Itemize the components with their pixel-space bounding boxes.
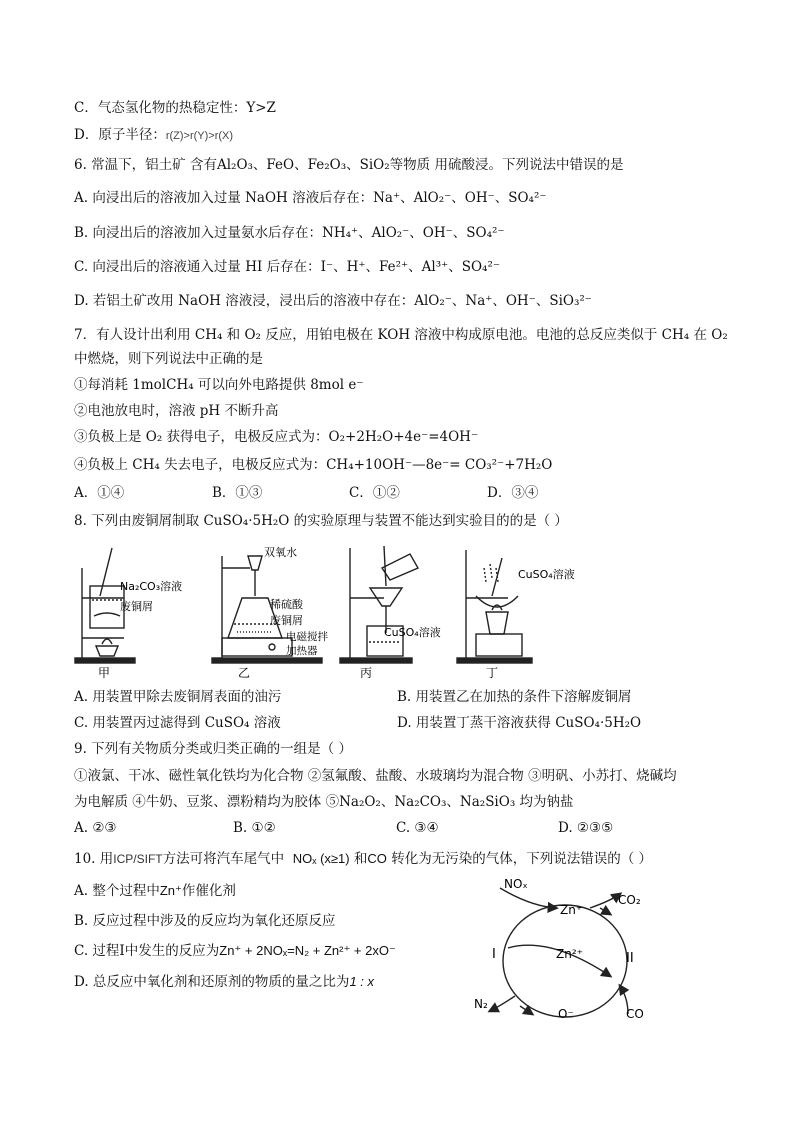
- label-jia: 甲: [98, 666, 111, 680]
- q5-option-c: C．气态氢化物的热稳定性：Y>Z: [74, 100, 276, 116]
- q9-choice-c: C. ③④: [396, 820, 439, 836]
- q9-line1: ①液氯、干冰、磁性氧化铁均为化合物 ②氢氟酸、盐酸、水玻璃均为混合物 ③明矾、小苏打、烧碱均: [74, 768, 677, 784]
- cycle-o-minus: O⁻: [558, 1007, 574, 1021]
- q10-stem-b: 方法可将汽车尾气中: [162, 851, 285, 867]
- jia-glass-rod: [100, 548, 112, 596]
- q10-option-b: B. 反应过程中涉及的反应均为氧化还原反应: [74, 913, 336, 929]
- q8-option-c: C. 用装置丙过滤得到 CuSO₄ 溶液: [74, 715, 281, 731]
- q9-line2: 为电解质 ④牛奶、豆浆、漂粉精均为胶体 ⑤Na₂O₂、Na₂CO₃、Na₂SiO₃ 均为钠盐: [74, 794, 574, 810]
- q10a-prefix: A. 整个过程中: [74, 883, 160, 899]
- q7-stem-line1: 7．有人设计出利用 CH₄ 和 O₂ 反应，用铂电极在 KOH 溶液中构成原电池。电池的总反应类似于 CH₄ 在 O₂: [74, 327, 728, 343]
- q10c-formula: Zn⁺ + 2NOₓ=N₂ + Zn²⁺ + 2xO⁻: [219, 943, 396, 958]
- q10-nox-formula: NOₓ (x≥1): [292, 851, 350, 866]
- q10-stem-a: 10. 用: [74, 851, 114, 867]
- cycle-zn-plus: Zn⁺: [560, 903, 583, 917]
- jia-beaker: [90, 586, 124, 628]
- bing-filter-funnel: [370, 588, 402, 606]
- q8-option-b: B. 用装置乙在加热的条件下溶解废铜屑: [397, 689, 632, 705]
- ding-solution-label: CuSO₄溶液: [518, 568, 575, 581]
- q10-option-c: [74, 942, 396, 960]
- q5d-formula: r(Z)>r(Y)>r(X): [165, 130, 234, 142]
- cycle-n2: N₂: [474, 997, 488, 1011]
- q7-choice-c: C．①②: [349, 485, 400, 501]
- apparatus-figure: [72, 538, 575, 680]
- jia-solid-label: 废铜屑: [120, 600, 153, 613]
- q6-option-d: D. 若铝土矿改用 NaOH 溶液浸，浸出后的溶液中存在：AlO₂⁻、Na⁺、OH⁻、SiO₃²⁻: [74, 293, 592, 309]
- q7-stem-line2: 中燃烧，则下列说法中正确的是: [74, 351, 263, 367]
- bing-stand-base: [340, 658, 412, 663]
- q10-option-d: [74, 973, 374, 991]
- nox-in-arrow: [500, 888, 556, 908]
- q10-stem-c: 转化为无污染的气体，下列说法错误的（ ）: [391, 851, 652, 867]
- q6-option-c: C. 向浸出后的溶液通入过量 HI 后存在：I⁻、H⁺、Fe²⁺、Al³⁺、SO₄²⁻: [74, 259, 501, 275]
- q10-stem: [74, 850, 652, 868]
- q8-option-a: A. 用装置甲除去废铜屑表面的油污: [74, 689, 282, 705]
- label-ding: 丁: [486, 666, 499, 680]
- yi-solid-label: 废铜屑: [270, 614, 303, 627]
- q10a-zn-formula: Zn⁺: [159, 883, 182, 898]
- q10-co-formula: CO: [367, 851, 387, 866]
- q10c-prefix: C. 过程Ⅰ中发生的反应为: [74, 943, 220, 959]
- q7-statement-4: ④负极上 CH₄ 失去电子，电极反应式为：CH₄+10OH⁻—8e⁻= CO₃²⁻+7H₂O: [74, 457, 553, 473]
- label-bing: 丙: [360, 666, 373, 680]
- ding-burner: [486, 612, 508, 634]
- yi-heater-label-2: 加热器: [286, 645, 318, 657]
- q10-option-a: [74, 882, 236, 900]
- q6-stem: 6. 常温下，铝土矿 含有Al₂O₃、FeO、Fe₂O₃、SiO₂等物质 用硫酸浸。下列说法中错误的是: [74, 157, 624, 173]
- ding-stand-base: [457, 658, 532, 663]
- q5-option-d: [74, 126, 233, 145]
- q8-stem: 8. 下列由废铜屑制取 CuSO₄·5H₂O 的实验原理与装置不能达到实验目的的是（ ）: [74, 513, 568, 529]
- q7-choice-a: A．①④: [74, 485, 125, 501]
- cycle-nox: NOₓ: [504, 877, 528, 891]
- yi-acid-label: 稀硫酸: [270, 598, 303, 611]
- label-yi: 乙: [238, 666, 251, 680]
- bing-pouring-beaker: [382, 554, 418, 580]
- cycle-co2: CO₂: [618, 893, 641, 907]
- cycle-roman-2: II: [626, 951, 634, 966]
- q7-choice-d: D．③④: [487, 485, 539, 501]
- jia-stand-base: [75, 658, 135, 663]
- cycle-zn2: Zn²⁺: [556, 947, 583, 961]
- bing-solution-label: CuSO₄溶液: [384, 626, 441, 639]
- q6-option-a: A. 向浸出后的溶液加入过量 NaOH 溶液后存在：Na⁺、AlO₂⁻、OH⁻、SO₄²⁻: [74, 190, 547, 206]
- q10-icp-formula: ICP/SIFT: [113, 852, 163, 866]
- q10-and: 和: [353, 851, 368, 867]
- q9-choice-b: B. ①②: [233, 820, 276, 836]
- co2-out-arrow: [590, 894, 620, 908]
- q9-choice-a: A. ②③: [74, 820, 117, 836]
- yi-stand-base: [212, 658, 322, 663]
- cycle-roman-1: I: [492, 947, 496, 962]
- q10d-formula: 1 : x: [349, 974, 375, 989]
- yi-funnel: [248, 556, 262, 570]
- q7-statement-2: ②电池放电时，溶液 pH 不断升高: [74, 403, 279, 419]
- jia-reagent-label: Na₂CO₃溶液: [120, 580, 183, 593]
- yi-top-label: 双氧水: [264, 546, 297, 559]
- cycle-ellipse: [503, 905, 627, 1017]
- q7-choice-b: B．①③: [212, 485, 263, 501]
- q8-option-d: D. 用装置丁蒸干溶液获得 CuSO₄·5H₂O: [397, 715, 642, 731]
- q10d-prefix: D. 总反应中氧化剂和还原剂的物质的量之比为: [74, 974, 350, 990]
- q9-stem: 9. 下列有关物质分类或归类正确的一组是（ ）: [74, 741, 352, 757]
- jia-burner: [96, 646, 118, 656]
- yi-heater-label-1: 电磁搅拌: [286, 631, 328, 643]
- q9-choice-d: D. ②③⑤: [558, 820, 614, 836]
- q7-statement-1: ①每消耗 1molCH₄ 可以向外电路提供 8mol e⁻: [74, 377, 364, 393]
- q7-statement-3: ③负极上是 O₂ 获得电子，电极反应式为：O₂+2H₂O+4e⁻=4OH⁻: [74, 429, 479, 445]
- q6-option-b: B. 向浸出后的溶液加入过量氨水后存在：NH₄⁺、AlO₂⁻、OH⁻、SO₄²⁻: [74, 225, 505, 241]
- q5d-text: D．原子半径：: [74, 127, 166, 143]
- n2-out-arrow: [490, 996, 515, 1011]
- yi-stirrer-heater: [222, 638, 292, 656]
- cycle-co: CO: [626, 1007, 644, 1021]
- catalytic-cycle-diagram: [460, 876, 675, 1026]
- q10a-suffix: 作催化剂: [181, 883, 236, 899]
